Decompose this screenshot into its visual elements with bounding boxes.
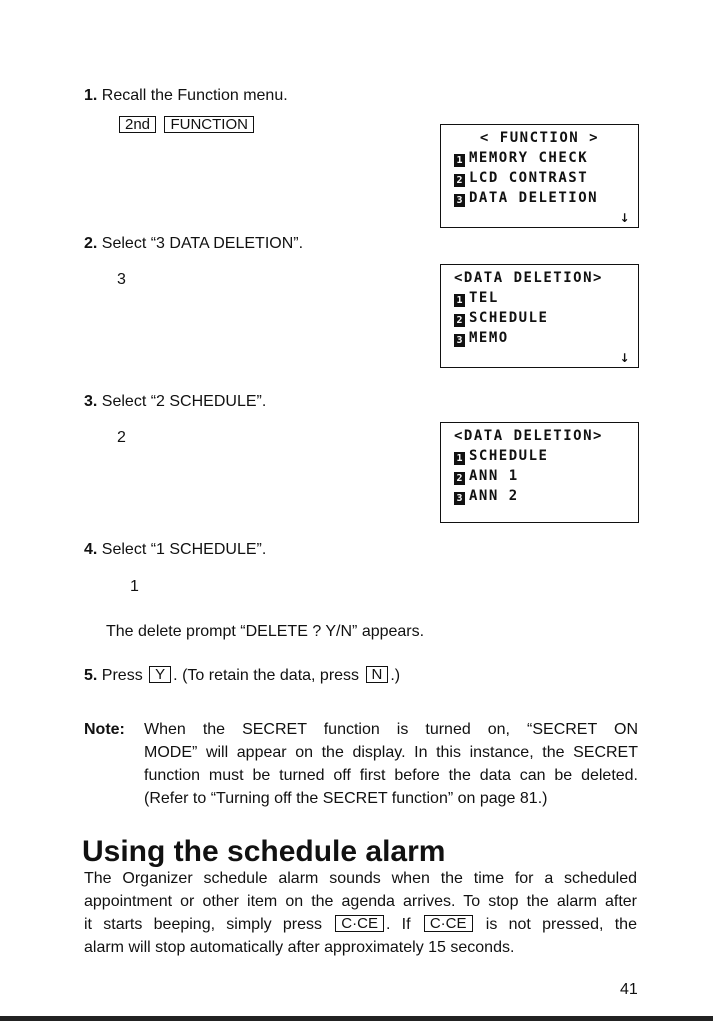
step-text: Select “1 SCHEDULE”. [101, 541, 267, 558]
lcd-item [454, 328, 509, 348]
paragraph-line [84, 913, 637, 936]
down-arrow-icon: ↓ [619, 211, 631, 225]
paragraph-line: alarm will stop automatically after approximately 15 seconds. [84, 939, 515, 956]
key-2nd: 2nd [119, 116, 156, 133]
key-c-ce: C·CE [335, 915, 384, 932]
number-badge: 3 [454, 492, 465, 505]
lcd-data-deletion-2 [440, 422, 639, 523]
step-text: Select “2 SCHEDULE”. [101, 393, 267, 410]
number-badge: 3 [454, 194, 465, 207]
page-title: Using the schedule alarm [82, 835, 446, 868]
number-badge: 1 [454, 294, 465, 307]
step-number: 2. [84, 235, 98, 252]
number-badge: 3 [454, 334, 465, 347]
lcd-item-label: DATA DELETION [469, 190, 599, 206]
note-line: MODE” will appear on the display. In this instance, the SECRET [144, 744, 638, 761]
note-line: function must be turned off first before the data can be deleted. [144, 767, 638, 784]
paragraph-text: it starts beeping, simply press [84, 916, 323, 933]
number-badge: 2 [454, 472, 465, 485]
number-badge: 2 [454, 314, 465, 327]
lcd-item-label: SCHEDULE [469, 448, 549, 464]
paragraph-line: appointment or other item on the agenda arrives. To stop the alarm after [84, 893, 637, 910]
note-label-text: Note: [84, 721, 125, 738]
lcd-item [454, 466, 519, 486]
step-2 [84, 234, 303, 254]
lcd-title: <DATA DELETION> [454, 428, 603, 444]
lcd-item-label: LCD CONTRAST [469, 170, 589, 186]
number-badge: 1 [454, 452, 465, 465]
paragraph-line: The Organizer schedule alarm sounds when the time for a scheduled [84, 870, 637, 887]
key-entry: 1 [130, 578, 139, 595]
lcd-data-deletion [440, 264, 639, 368]
lcd-item [454, 486, 519, 506]
lcd-item-label: MEMO [469, 330, 509, 346]
step-text-pre: Press [101, 667, 143, 684]
key-n: N [366, 666, 389, 683]
lcd-item [454, 188, 598, 208]
lcd-title: < FUNCTION > [479, 130, 600, 146]
step-number: 5. [84, 667, 98, 684]
lcd-item-label: SCHEDULE [469, 310, 549, 326]
section-heading [82, 834, 445, 870]
lcd-item-label: ANN 2 [469, 488, 519, 504]
page-number: 41 [620, 981, 638, 998]
step-text: Select “3 DATA DELETION”. [101, 235, 304, 252]
note-body [144, 718, 638, 810]
number-badge: 2 [454, 174, 465, 187]
number-badge: 1 [454, 154, 465, 167]
step-1 [84, 86, 288, 106]
note-line: (Refer to “Turning off the SECRET function” on page 81.) [144, 790, 548, 807]
step-number: 3. [84, 393, 98, 410]
key-entry: 2 [117, 429, 126, 446]
lcd-item [454, 168, 588, 188]
key-c-ce: C·CE [424, 915, 473, 932]
step-3 [84, 392, 266, 412]
step-number: 1. [84, 87, 98, 104]
down-arrow-icon: ↓ [619, 351, 631, 365]
lcd-item [454, 308, 548, 328]
note-line: When the SECRET function is turned on, “SECRET ON [144, 721, 638, 738]
lcd-title: <DATA DELETION> [454, 270, 603, 286]
lcd-item-label: MEMORY CHECK [469, 150, 589, 166]
lcd-item-label: TEL [469, 290, 499, 306]
key-function: FUNCTION [164, 116, 254, 133]
step-text: Recall the Function menu. [101, 87, 288, 104]
lcd-item [454, 148, 588, 168]
step-5 [84, 666, 400, 686]
step-4 [84, 540, 266, 560]
bottom-edge-divider [0, 1016, 713, 1021]
note-label [84, 718, 125, 741]
prompt-description: The delete prompt “DELETE ? Y/N” appears. [106, 623, 425, 640]
lcd-item [454, 288, 499, 308]
lcd-item-label: ANN 1 [469, 468, 519, 484]
lcd-item [454, 446, 548, 466]
paragraph-text: . If [385, 916, 411, 933]
key-entry: 3 [117, 271, 126, 288]
step-number: 4. [84, 541, 98, 558]
lcd-function-menu [440, 124, 639, 228]
step-text-post: .) [390, 667, 401, 684]
key-y: Y [149, 666, 171, 683]
section-paragraph [84, 867, 637, 959]
paragraph-text: is not pressed, the [485, 916, 637, 933]
key-sequence [117, 116, 256, 136]
step-text-mid: . (To retain the data, press [173, 667, 360, 684]
